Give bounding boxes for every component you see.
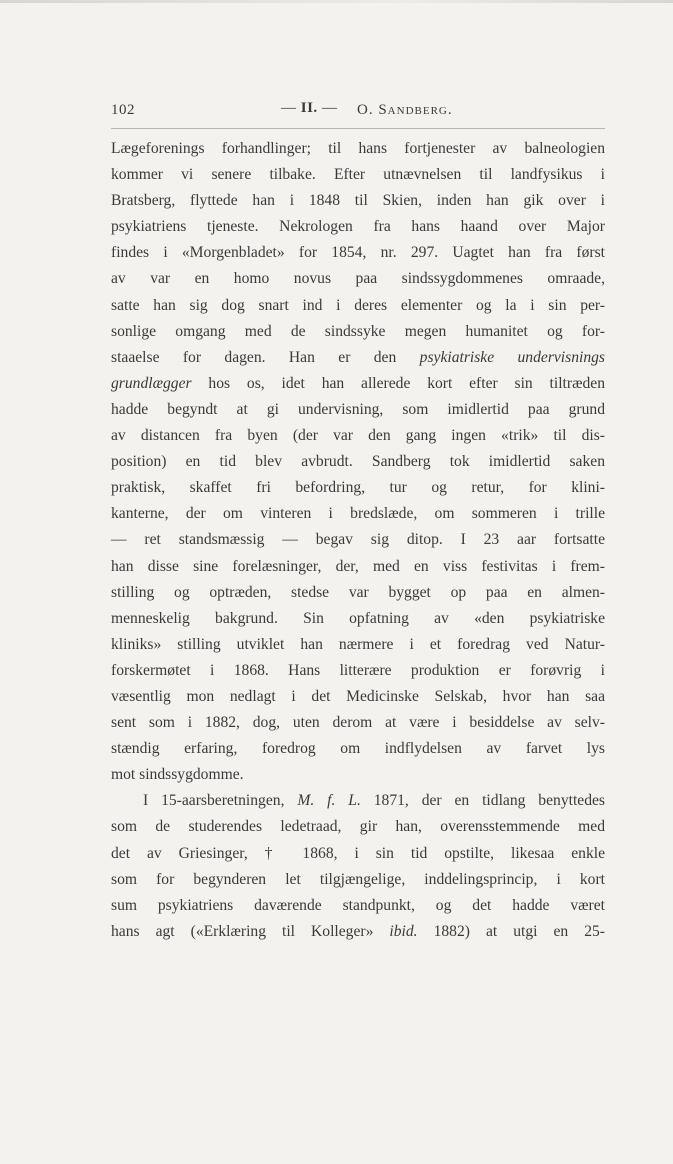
text-line — [111, 371, 605, 397]
text-line — [111, 162, 605, 188]
italic-text: grundlægger — [111, 374, 192, 392]
line-text: — ret standsmæssig — begav sig ditop. I 23 aar fortsatte — [111, 531, 605, 549]
line-text: menneskelig bakgrund. Sin opfatning av «den psykiatriske — [111, 609, 605, 627]
line-text: hans agt («Erklæring til Kolleger» — [111, 922, 374, 940]
text-line — [111, 554, 605, 580]
page-number: 102 — [111, 102, 135, 118]
line-text: psykiatriens tjeneste. Nekrologen fra hans haand over Major — [111, 218, 605, 236]
line-text: hos os, idet han allerede kort efter sin tiltræden — [191, 374, 605, 392]
text-line — [111, 397, 605, 423]
line-text: han disse sine forelæsninger, der, med en viss festivitas i frem- — [111, 557, 605, 575]
line-text: Lægeforenings forhandlinger; til hans fortjenester av balneologien — [111, 140, 605, 157]
running-header — [111, 100, 611, 124]
header-rule — [111, 128, 605, 129]
line-text: sent som i 1882, dog, uten derom at være i besiddelse av selv- — [111, 714, 605, 732]
body-text — [111, 136, 605, 945]
text-line — [111, 319, 605, 345]
line-text: stændig erfaring, foredrog om indflydelsen av farvet lys — [111, 740, 605, 758]
line-text: kommer vi senere tilbake. Efter utnævnelsen til landfysikus i — [111, 166, 605, 184]
line-text: av distancen fra byen (der var den gang ingen «trik» til dis- — [111, 427, 605, 445]
text-line — [111, 449, 605, 475]
line-text: mot sindssygdomme. — [111, 766, 244, 784]
line-text: sum psykiatriens daværende standpunkt, og det hadde været — [111, 896, 605, 914]
text-line — [111, 136, 605, 162]
line-text: av var en homo novus paa sindssygdommenes omraade, — [111, 270, 605, 288]
text-line — [111, 266, 605, 292]
text-line — [111, 788, 605, 814]
italic-text: psykiatriske undervisnings — [419, 348, 606, 366]
text-line — [111, 841, 605, 867]
text-line — [111, 475, 605, 501]
line-text-tail: 1871, der en tidlang benyttedes — [360, 792, 605, 810]
text-line — [111, 580, 605, 606]
line-text: findes i «Morgenbladet» for 1854, nr. 297. Uagtet han fra først — [111, 244, 605, 262]
text-line — [111, 527, 605, 553]
line-text: hadde begyndt at gi undervisning, som imidlertid paa grund — [111, 400, 605, 418]
text-line — [111, 814, 605, 840]
text-line — [111, 606, 605, 632]
line-text: position) en tid blev avbrudt. Sandberg tok imidlertid saken — [111, 453, 605, 471]
text-line — [111, 188, 605, 214]
text-line — [111, 240, 605, 266]
text-line — [111, 423, 605, 449]
text-line — [111, 867, 605, 893]
line-text: som for begynderen let tilgjængelige, inddelingsprincip, i kort — [111, 870, 605, 888]
text-line — [111, 214, 605, 240]
text-line — [111, 293, 605, 319]
section-number: II. — [300, 100, 318, 116]
line-text: Bratsberg, flyttede han i 1848 til Skien, inden han gik over i — [111, 192, 605, 210]
line-text: væsentlig mon nedlagt i det Medicinske Selskab, hvor han saa — [111, 687, 605, 705]
text-line — [111, 710, 605, 736]
italic-text: ibid. — [389, 922, 418, 940]
section-marker: — II. — — [281, 100, 338, 116]
text-line — [111, 658, 605, 684]
text-line — [111, 345, 605, 371]
text-line — [111, 762, 605, 788]
line-text: kliniks» stilling utviklet han nærmere i et foredrag ved Natur- — [111, 635, 605, 653]
line-text: forskermøtet i 1868. Hans litterære produktion er forøvrig i — [111, 661, 605, 679]
line-text: sonlige omgang med de sindssyke megen humanitet og for- — [111, 322, 605, 340]
line-text: kanterne, der om vinteren i bredslæde, om sommeren i trille — [111, 505, 605, 523]
text-line — [111, 501, 605, 527]
line-text: staaelse for dagen. Han er den — [111, 348, 397, 366]
line-text: stilling og optræden, stedse var bygget op paa en almen- — [111, 583, 605, 601]
line-text-tail: 1882) at utgi en 25- — [417, 922, 605, 940]
line-text: som de studerendes ledetraad, gir han, overensstemmende med — [111, 818, 605, 836]
line-text: det av Griesinger, † 1868, i sin tid opstilte, likesaa enkle — [111, 844, 605, 862]
line-text: praktisk, skaffet fri befordring, tur og retur, for klini- — [111, 479, 605, 497]
line-text: satte han sig dog snart ind i deres elementer og la i sin per- — [111, 296, 605, 314]
text-line — [111, 684, 605, 710]
text-line — [111, 632, 605, 658]
line-text: I 15-aarsberetningen, — [143, 792, 285, 810]
running-author: O. Sandberg. — [357, 102, 453, 118]
italic-text: M. f. L. — [297, 792, 361, 810]
text-line — [111, 919, 605, 945]
text-line — [111, 736, 605, 762]
text-line — [111, 893, 605, 919]
